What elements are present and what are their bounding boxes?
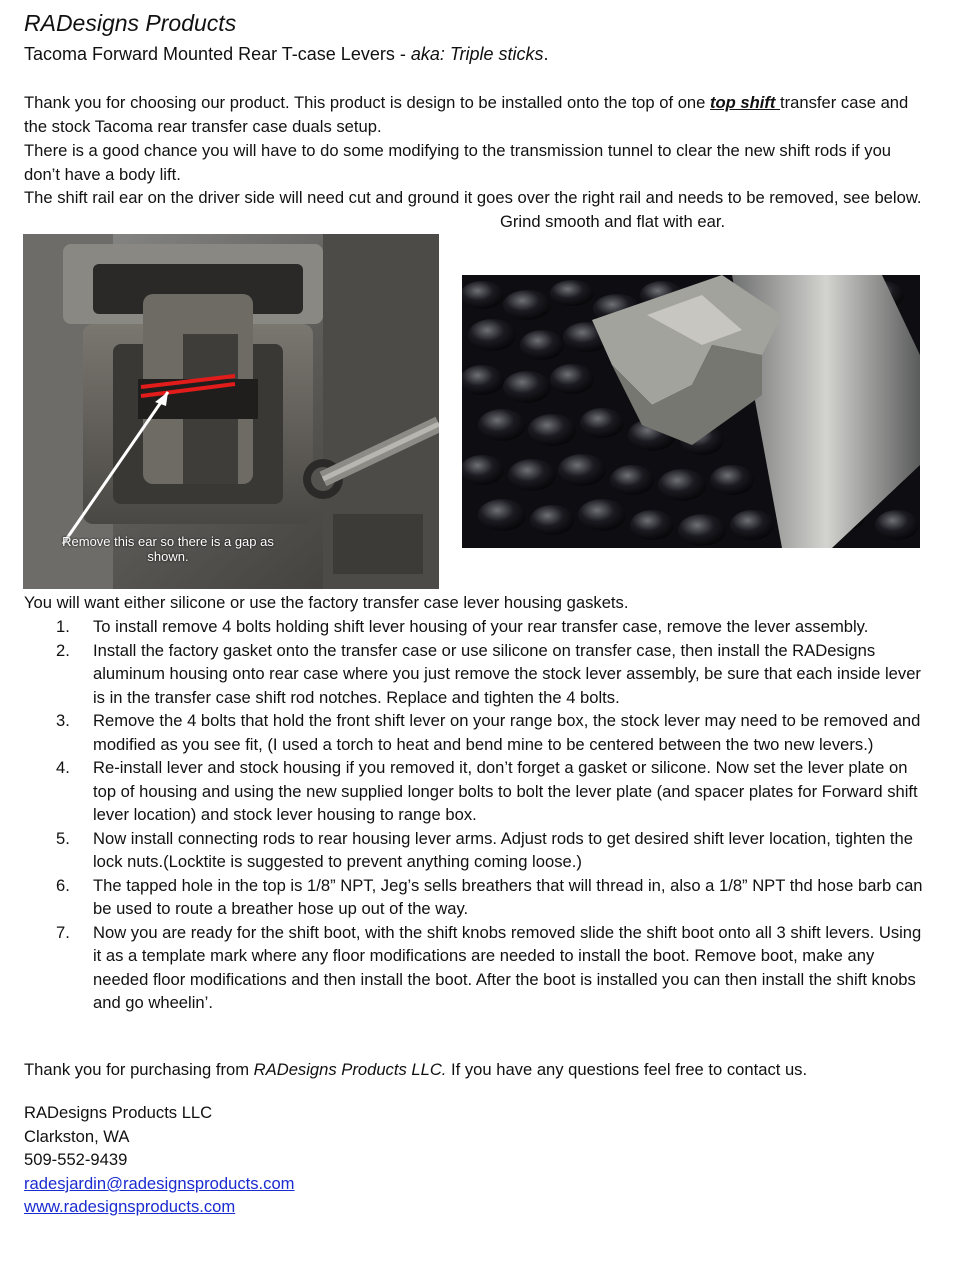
step-text: Remove the 4 bolts that hold the front shift lever on your range box, the stock lever may need to be removed and modified as you see fit, (I used a torch to heat and bend mine to be centered between the two new levers.) (93, 711, 921, 754)
email-link[interactable]: radesjardin@radesignsproducts.com (24, 1174, 295, 1193)
contact-city: Clarkston, WA (24, 1127, 130, 1146)
list-item (24, 615, 929, 639)
step-number: 3. (56, 711, 70, 730)
subtitle-main: Tacoma Forward Mounted Rear T-case Levers - (24, 44, 411, 64)
step-number: 1. (56, 617, 70, 636)
contact-website-line (24, 1195, 929, 1219)
website-link[interactable]: www.radesignsproducts.com (24, 1197, 236, 1216)
step-number: 2. (56, 640, 70, 660)
intro-text-a: Thank you for choosing our product. This product is design to be installed onto the top of one (24, 93, 710, 112)
brand-title: RADesigns Products (24, 10, 237, 36)
step-text: To install remove 4 bolts holding shift lever housing of your rear transfer case, remove the lever assembly. (93, 617, 869, 636)
step-number: 4. (56, 758, 70, 777)
closing-text-a: Thank you for purchasing from (24, 1060, 254, 1079)
list-item (24, 709, 929, 756)
list-item (24, 639, 929, 710)
intro-text-c: transfer case and the stock Tacoma rear transfer case duals setup. (24, 93, 909, 136)
photo-ear-caption: Remove this ear so there is a gap as shown. (62, 534, 274, 564)
list-item (24, 921, 929, 1015)
contact-phone: 509-552-9439 (24, 1150, 128, 1169)
list-item (24, 827, 929, 874)
right-photo-caption: Grind smooth and flat with ear. (500, 212, 726, 231)
list-item (24, 756, 929, 827)
list-item (24, 874, 929, 921)
step-number: 5. (56, 828, 70, 848)
step-number: 6. (56, 875, 70, 895)
intro-paragraph-1 (24, 91, 929, 138)
closing-company: RADesigns Products LLC. (253, 1060, 447, 1079)
contact-email-line (24, 1172, 929, 1196)
closing-paragraph (24, 1058, 929, 1082)
ground-ear-photo-art (462, 275, 920, 548)
step-text: Now you are ready for the shift boot, with the shift knobs removed slide the shift boot onto all 3 shift levers. Using it as a template mark where any floor modifications are needed to install the boot. Remove boot, make any needed floor modifications and then install the boot. After the boot is installed you can then install the shift knobs and go wheelin’. (93, 922, 922, 1012)
document-subtitle (24, 44, 549, 65)
intro-paragraph-2: There is a good chance you will have to do some modifying to the transmission tunnel to clear the new shift rods if you don’t have a body lift. (24, 141, 892, 184)
step-text: The tapped hole in the top is 1/8” NPT, Jeg’s sells breathers that will thread in, also a 1/8” NPT thd hose barb can be used to route a breather hose up out of the way. (93, 875, 923, 918)
closing-text-c: If you have any questions feel free to contact us. (446, 1060, 808, 1079)
step-number: 7. (56, 922, 70, 942)
install-steps-list (24, 615, 929, 1015)
photo-ground-ear (462, 275, 920, 548)
contact-company: RADesigns Products LLC (24, 1103, 213, 1122)
subtitle-end: . (543, 44, 549, 64)
step-text: Install the factory gasket onto the transfer case or use silicone on transfer case, then install the RADesigns aluminum housing onto rear case where you just remove the stock lever assembly, be sure that each inside lever is in the transfer case shift rod notches. Replace and tighten the 4 bolts. (93, 640, 921, 707)
intro-paragraph-3: The shift rail ear on the driver side will need cut and ground it goes over the right rail and needs to be removed, see below. (24, 188, 922, 207)
step-text: Re-install lever and stock housing if you removed it, don’t forget a gasket or silicone. Now set the lever plate on top of housing and using the new supplied longer bolts to bolt the lever plate (and spacer plates for Forward shift lever location) and stock lever housing to range box. (93, 758, 918, 824)
step-text: Now install connecting rods to rear housing lever arms. Adjust rods to get desired shift lever location, tighten the lock nuts.(Locktite is suggested to prevent anything coming loose.) (93, 828, 913, 871)
subtitle-aka: aka: Triple sticks (410, 44, 544, 64)
intro-top-shift-emphasis: top shift (710, 93, 781, 112)
photo-transfer-case-ear (23, 234, 439, 589)
gasket-note: You will want either silicone or use the factory transfer case lever housing gaskets. (24, 593, 629, 612)
